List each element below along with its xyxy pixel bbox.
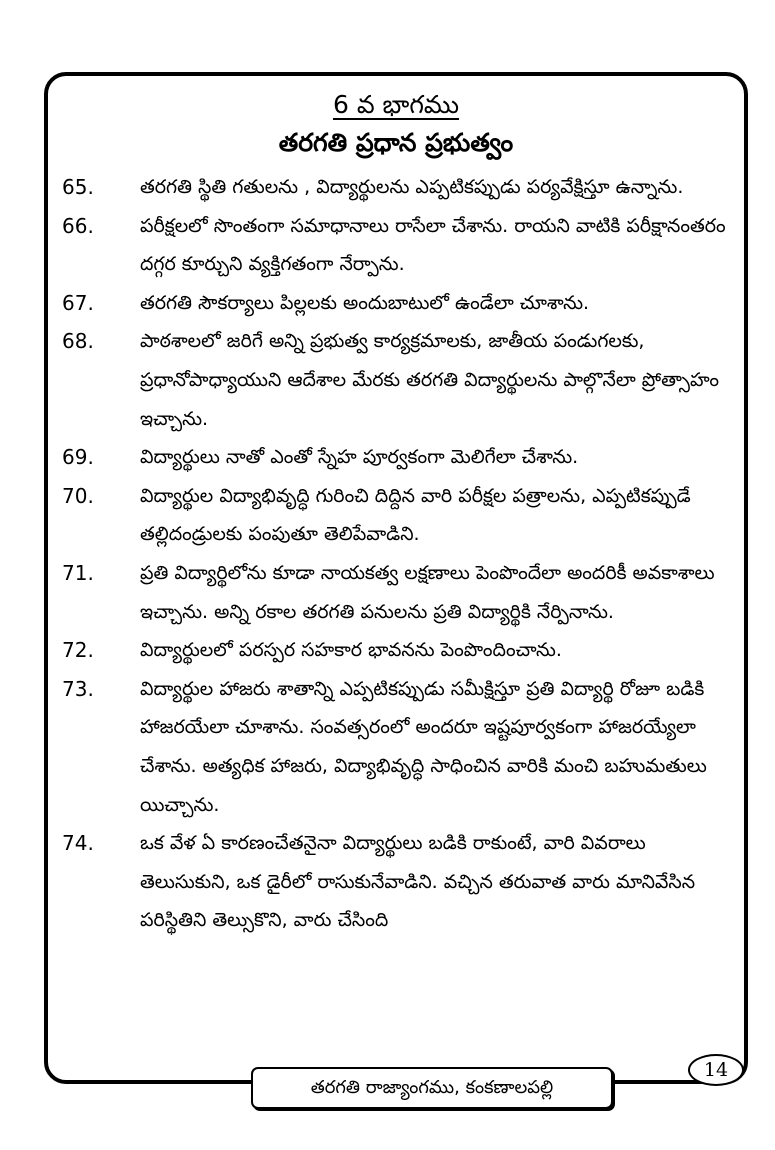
book-title-footer: తరగతి రాజ్యాంగము, కంకణాలపల్లి: [251, 1067, 613, 1109]
list-item: [62, 631, 746, 670]
item-text: తరగతి సౌకర్యాలు పిల్లలకు అందుబాటులో ఉండేలా చూశాను.: [140, 291, 590, 314]
item-number: 70.: [62, 483, 94, 508]
item-text: విద్యార్థుల విద్యాభివృద్ధి గురించి దిద్దిన వారి పరీక్షల పత్రాలను, ఎప్పటికప్పుడే తల్లిదండ్రులకు పంపుతూ తెలిపేవాడిని.: [140, 484, 691, 546]
item-number: 65.: [62, 175, 94, 199]
item-number: 71.: [62, 560, 94, 585]
chapter-title: [44, 90, 748, 120]
item-number: 72.: [62, 638, 94, 663]
section-title: తరగతి ప్రధాన ప్రభుత్వం: [278, 128, 514, 157]
item-text: తరగతి స్థితి గతులను , విద్యార్థులను ఎప్పటికప్పుడు పర్యవేక్షిస్తూ ఉన్నాను.: [140, 176, 684, 198]
item-number: 69.: [62, 445, 94, 470]
chapter-title-text: 6 వ భాగము: [332, 90, 460, 119]
item-text: విద్యార్థులు నాతో ఎంతో స్నేహ పూర్వకంగా మెలిగేలా చేశాను.: [140, 446, 579, 469]
list-item: [62, 284, 746, 323]
item-number: 67.: [62, 290, 94, 315]
list-item: [62, 207, 746, 284]
item-text: ప్రతి విద్యార్థిలోను కూడా నాయకత్వ లక్షణాలు పెంపొందేలా అందరికీ అవకాశాలు ఇచ్చాను. అన్ని రకాల తరగతి పనులను ప్రతి విద్యార్థికి నేర్పినాను.: [140, 561, 715, 623]
item-text: ఒక వేళ ఏ కారణంచేతనైనా విద్యార్థులు బడికి రాకుంటే, వారి వివరాలు తెలుసుకుని, ఒక డైరీలో రాసుకునేవాడిని. వచ్చిన తరువాత వారు మానివేసిన పరిస్థితిని తెల్సుకొని, వారు చేసింది: [140, 832, 696, 932]
list-item: [62, 824, 746, 940]
page-number: 14: [688, 1054, 744, 1086]
item-text: విద్యార్థులలో పరస్పర సహకార భావనను పెంపొందించాను.: [140, 639, 562, 662]
list-item: [62, 670, 746, 824]
list-item: [62, 438, 746, 477]
list-item: [62, 322, 746, 438]
item-number: 74.: [62, 831, 94, 856]
item-number: 68.: [62, 329, 94, 354]
item-text: పరీక్షలలో సొంతంగా సమాధానాలు రాసేలా చేశాను. రాయని వాటికి పరీక్షానంతరం దగ్గర కూర్చుని వ్యక్తిగతంగా నేర్పాను.: [140, 214, 726, 276]
list-item: [62, 168, 746, 207]
item-list: [62, 168, 746, 940]
list-item: [62, 554, 746, 631]
item-text: విద్యార్థుల హాజరు శాతాన్ని ఎప్పటికప్పుడు సమీక్షిస్తూ ప్రతి విద్యార్థి రోజూ బడికి హాజరయేలా చూశాను. సంవత్సరంలో అందరూ ఇష్టపూర్వకంగా హాజరయ్యేలా చేశాను. అత్యధిక హాజరు, విద్యాభివృద్ధి సాధించిన వారికి మంచి బహుమతులు యిచ్చాను.: [140, 677, 707, 816]
item-number: 66.: [62, 213, 94, 238]
item-number: 73.: [62, 676, 94, 701]
item-text: పాఠశాలలో జరిగే అన్ని ప్రభుత్వ కార్యక్రమాలకు, జాతీయ పండుగలకు, ప్రధానోపాధ్యాయుని ఆదేశాల మేరకు తరగతి విద్యార్థులను పాల్గొనేలా ప్రోత్సాహం ఇచ్చాను.: [140, 330, 720, 430]
list-item: [62, 477, 746, 554]
